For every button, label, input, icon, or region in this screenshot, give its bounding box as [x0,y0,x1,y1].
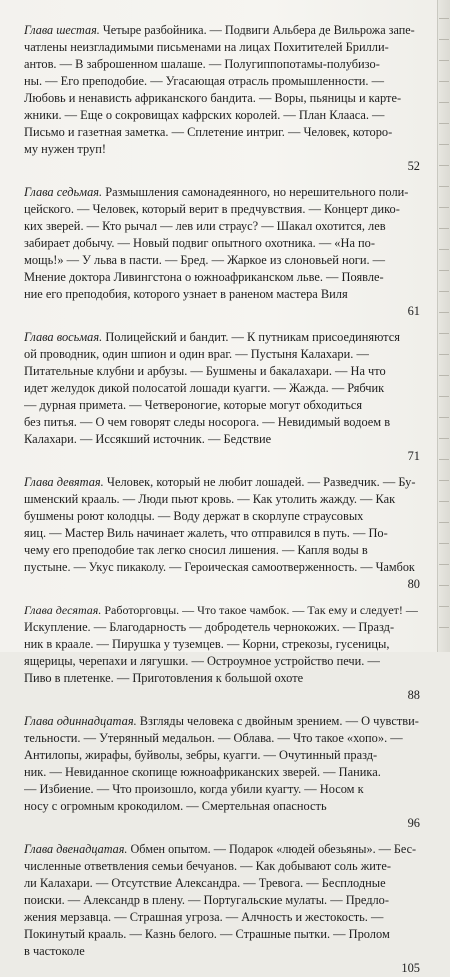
entry-gap [24,593,420,602]
chapter-summary-text: Любовь и ненависть африканского бандита. — Воры, пьяницы и карте- [24,91,402,105]
chapter-summary-text: — Избиение. — Что произошло, когда убили куагту. — Носом к [24,782,364,796]
page-edge-mark [439,60,449,67]
chapter-summary-text: Четыре разбойника. — Подвиги Альбера де Вильрожа запе- [102,23,415,37]
toc-entry [24,184,420,320]
page-edge-mark [439,438,449,445]
toc-line [24,559,420,576]
chapter-summary-text: ящерицы, черепахи и лягушки. — Остроумное устройство печи. — [24,654,380,668]
page-edge-mark [439,333,449,340]
toc-line [24,841,420,858]
chapter-summary-text: Мнение доктора Ливингстона о южноафриканском льве. — Появле- [24,270,384,284]
toc-entry [24,841,420,977]
page-number: 52 [407,159,420,173]
chapter-summary-text: цейского. — Человек, который верит в предчувствия. — Концерт дико- [24,202,400,216]
toc-line [24,730,420,747]
toc-line [24,346,420,363]
chapter-summary-text: Размышления самонадеянного, но нерешительного поли- [105,185,409,199]
chapter-summary-text: ких зверей. — Кто рычал — лев или страус? — Шакал охотится, лев [24,219,386,233]
page-edge-mark [439,186,449,193]
page-edge-mark [439,249,449,256]
toc-line [24,380,420,397]
page-edge-mark [439,522,449,529]
table-of-contents [24,22,420,977]
chapter-summary-text: жения мерзавца. — Страшная угроза. — Алчность и жестокость. — [24,910,384,924]
page-edge-mark [439,81,449,88]
toc-line [24,542,420,559]
chapter-summary-text: му нужен труп! [24,142,106,156]
chapter-summary-text: пустыне. — Укус пикаколу. — Героическая самоотверженность. — Чамбок [24,560,415,574]
page-edge-mark [439,18,449,25]
page-number: 88 [407,688,420,702]
page-edge-mark [439,291,449,298]
toc-line [24,141,420,158]
chapter-summary-text: Покинутый крааль. — Казнь белого. — Страшные пытки. — Пролом [24,927,390,941]
toc-line [24,22,420,39]
chapter-summary-text: Взгляды человека с двойным зрением. — О чувстви- [139,714,419,728]
page-edge-mark [439,354,449,361]
chapter-summary-text: носу с огромным крокодилом. — Смертельная опасность [24,799,327,813]
toc-line [24,56,420,73]
chapter-summary-text: поиски. — Александр в плену. — Португальские мулаты. — Предло- [24,893,390,907]
chapter-summary-text: без питья. — О чем говорят следы носорога. — Невидимый водоем в [24,415,391,429]
toc-line [24,431,420,448]
chapter-summary-text: ник. — Невиданное скопище южноафриканских зверей. — Паника. [24,765,381,779]
chapter-summary-text: в частоколе [24,944,85,958]
toc-line [24,124,420,141]
chapter-summary-text: антов. — В заброшенном шалаше. — Полугиппопотамы-полубизо- [24,57,380,71]
toc-line [24,235,420,252]
chapter-summary-text: яиц. — Мастер Виль начинает жалеть, что отправился в путь. — По- [24,526,388,540]
toc-entry [24,713,420,832]
entry-gap [24,320,420,329]
toc-line [24,525,420,542]
page-edge-mark [439,606,449,613]
entry-gap [24,832,420,841]
chapter-summary-text: мощь!» — У льва в пасти. — Бред. — Жаркое из слоновьей ноги. — [24,253,386,267]
page-number: 96 [407,816,420,830]
toc-line [24,269,420,286]
page-edge-mark [439,207,449,214]
chapter-title: Глава шестая. [24,23,100,37]
page-number: 61 [407,304,420,318]
toc-entry [24,329,420,465]
page-edge-mark [439,396,449,403]
toc-line [24,508,420,525]
toc-line [24,858,420,875]
toc-line [24,491,420,508]
page-number: 105 [401,961,420,975]
chapter-title: Глава восьмая. [24,330,103,344]
toc-line [24,329,420,346]
chapter-title: Глава девятая. [24,475,104,489]
chapter-summary-text: Пиво в плетенке. — Приготовления к большой охоте [24,671,304,685]
toc-line [24,653,420,670]
chapter-summary-text: идет желудок дикой полосатой лошади куагги. — Жажда. — Рябчик [24,381,385,395]
toc-line [24,926,420,943]
page-edge-mark [439,501,449,508]
page-edge [437,0,450,652]
page-number: 71 [407,449,420,463]
page-edge-mark [439,627,449,634]
toc-line [24,602,420,619]
toc-line [24,184,420,201]
toc-line [24,107,420,124]
toc-line [24,286,420,303]
toc-line [24,73,420,90]
chapter-summary-text: чему его преподобие так легко сносил лишения. — Капля воды в [24,543,368,557]
page-edge-mark [439,102,449,109]
entry-gap [24,704,420,713]
entry-gap [24,175,420,184]
chapter-title: Глава одиннадцатая. [24,714,137,728]
toc-line [24,892,420,909]
toc-entry [24,22,420,175]
toc-line [24,218,420,235]
chapter-summary-text: численные ответвления семьи бечуанов. — Как добывают соль жите- [24,859,391,873]
chapter-summary-text: шменский крааль. — Люди пьют кровь. — Как утолить жажду. — Как [24,492,396,506]
chapter-summary-text: — дурная примета. — Четвероногие, которые могут обходиться [24,398,363,412]
chapter-summary-text: Калахари. — Иссякший источник. — Бедствие [24,432,272,446]
page-edge-mark [439,480,449,487]
toc-line [24,713,420,730]
toc-line [24,39,420,56]
chapter-summary-text: ник в краале. — Пирушка у туземцев. — Корни, стрекозы, гусеницы, [24,637,390,651]
toc-line [24,619,420,636]
page-edge-mark [439,39,449,46]
toc-line [24,201,420,218]
chapter-title: Глава седьмая. [24,185,103,199]
page-edge-mark [439,564,449,571]
toc-line [24,670,420,687]
toc-line [24,798,420,815]
chapter-summary-text: Искупление. — Благодарность — добродетель чернокожих. — Празд- [24,620,395,634]
chapter-summary-text: ой проводник, один шпион и один враг. — Пустыня Калахари. — [24,347,369,361]
page-edge-mark [439,459,449,466]
toc-line [24,252,420,269]
toc-line [24,363,420,380]
chapter-summary-text: Работорговцы. — Что такое чамбок. — Так ему и следует! — [104,603,418,617]
chapter-summary-text: тельности. — Утерянный медальон. — Облава. — Что такое «хопо». — [24,731,403,745]
page-edge-mark [439,144,449,151]
toc-entry [24,602,420,704]
chapter-summary-text: ли Калахари. — Отсутствие Александра. — Тревога. — Бесплодные [24,876,386,890]
toc-line [24,636,420,653]
toc-line [24,397,420,414]
toc-line [24,414,420,431]
page-edge-mark [439,270,449,277]
chapter-summary-text: Обмен опытом. — Подарок «людей обезьяны». — Бес- [130,842,417,856]
chapter-summary-text: Человек, который не любит лошадей. — Разведчик. — Бу- [106,475,416,489]
toc-line [24,90,420,107]
page-edge-mark [439,375,449,382]
toc-line [24,747,420,764]
chapter-summary-text: ны. — Его преподобие. — Угасающая отрасль промышленности. — [24,74,384,88]
chapter-summary-text: ние его преподобия, которого узнает в раненом мастера Виля [24,287,348,301]
chapter-title: Глава двенадцатая. [24,842,128,856]
toc-entry [24,474,420,593]
chapter-summary-text: Полицейский и бандит. — К путникам присоединяются [105,330,400,344]
toc-line [24,474,420,491]
page-edge-mark [439,312,449,319]
page-edge-mark [439,543,449,550]
toc-line [24,764,420,781]
toc-line [24,875,420,892]
page-edge-mark [439,585,449,592]
page-edge-mark [439,228,449,235]
page-edge-mark [439,123,449,130]
page-edge-mark [439,165,449,172]
toc-line [24,781,420,798]
toc-line [24,909,420,926]
chapter-summary-text: чатлены неизгладимыми письменами на лицах Похитителей Брилли- [24,40,389,54]
chapter-summary-text: Антилопы, жирафы, буйволы, зебры, куагги. — Очутинный празд- [24,748,378,762]
chapter-summary-text: Письмо и газетная заметка. — Сплетение интриг. — Человек, которо- [24,125,393,139]
chapter-summary-text: забирает добычу. — Новый подвиг опытного охотника. — «На по- [24,236,376,250]
page-number: 80 [407,577,420,591]
page-edge-mark [439,417,449,424]
chapter-summary-text: Питательные клубни и арбузы. — Бушмены и бакалахари. — На что [24,364,386,378]
chapter-title: Глава десятая. [24,603,102,617]
chapter-summary-text: бушмены роют колодцы. — Воду держат в скорлупе страусовых [24,509,364,523]
entry-gap [24,465,420,474]
toc-line [24,943,420,960]
chapter-summary-text: жники. — Еще о сокровищах кафрских королей. — План Клааса. — [24,108,385,122]
